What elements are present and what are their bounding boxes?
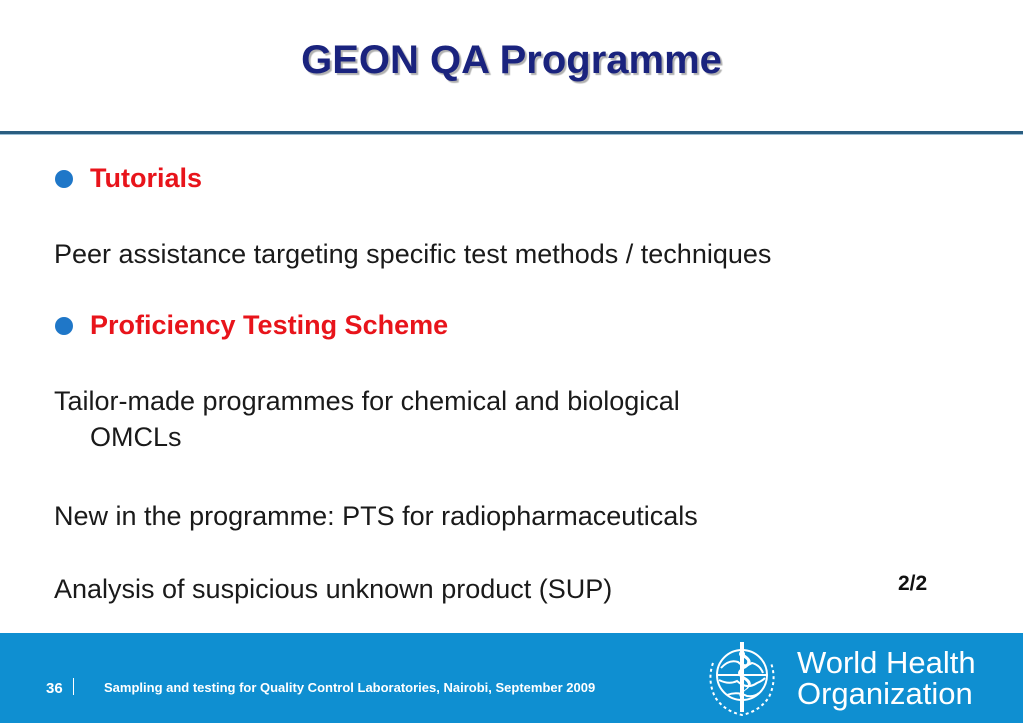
paragraph-line-indented: OMCLs (90, 422, 182, 452)
slide-pager: 2/2 (898, 572, 928, 595)
paragraph-line: Tailor-made programmes for chemical and biological (54, 386, 680, 416)
who-name-line1: World Health (797, 645, 976, 680)
paragraph-new-pts: New in the programme: PTS for radiopharmaceuticals (54, 501, 698, 531)
bullet-label: Tutorials (90, 163, 203, 193)
paragraph-peer-assistance: Peer assistance targeting specific test methods / techniques (54, 239, 772, 269)
page-number: 36 (46, 680, 63, 697)
who-emblem-icon (697, 635, 787, 721)
bullet-label: Proficiency Testing Scheme (90, 310, 449, 340)
title-divider-highlight (0, 134, 1023, 135)
bullet-dot-icon (55, 317, 73, 335)
who-name (797, 647, 976, 709)
bullet-tutorials (55, 163, 202, 194)
paragraph-sup-analysis: Analysis of suspicious unknown product (SUP) (54, 574, 613, 604)
footer-caption: Sampling and testing for Quality Control Laboratories, Nairobi, September 2009 (104, 680, 596, 695)
footer-separator (73, 678, 74, 695)
who-name-line2: Organization (797, 676, 973, 711)
slide-title: GEON QA Programme (301, 38, 722, 82)
footer-bar (0, 633, 1023, 723)
paragraph-tailor-made (54, 383, 680, 455)
bullet-proficiency-testing (55, 310, 448, 341)
bullet-dot-icon (55, 170, 73, 188)
